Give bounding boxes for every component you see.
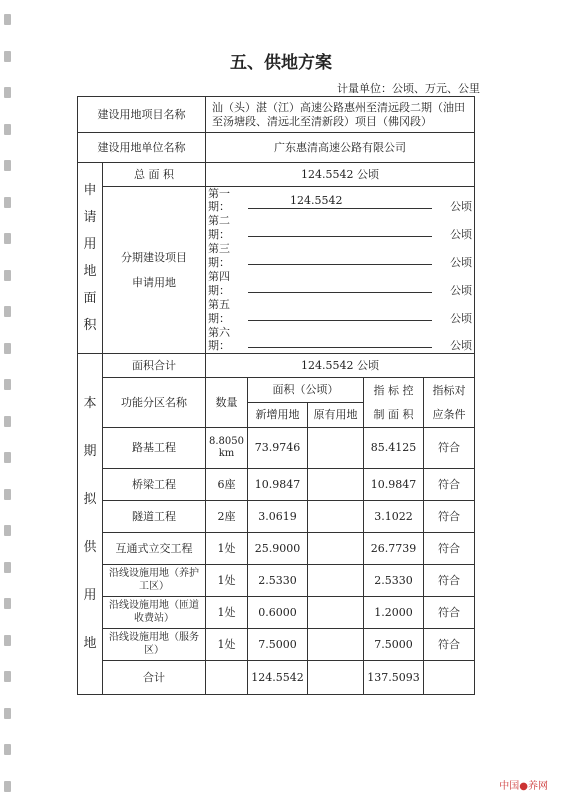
- phase-value: [248, 250, 432, 265]
- binding-hole: [4, 744, 11, 755]
- old-land: [308, 629, 364, 661]
- binding-hole: [4, 489, 11, 500]
- binding-hole: [4, 160, 11, 171]
- area-header: 面积（公顷）: [248, 378, 364, 403]
- table-row: [78, 565, 475, 597]
- total-old-land: [308, 661, 364, 695]
- project-name: 汕（头）湛（江）高速公路惠州至清远段二期（油田至汤塘段、清远北至清新段）项目（佛冈段）: [206, 97, 475, 133]
- func-name: 沿线设施用地（服务区）: [103, 629, 206, 661]
- index-area: 7.5000: [364, 629, 424, 661]
- old-land: [308, 501, 364, 533]
- binding-hole: [4, 197, 11, 208]
- apply-label-char: 用: [83, 237, 97, 252]
- binding-hole: [4, 306, 11, 317]
- condition: 符合: [424, 469, 475, 501]
- index-header-line1: 指 标 控: [373, 384, 414, 398]
- phase-row: [206, 298, 475, 326]
- old-land: [308, 597, 364, 629]
- index-area: 10.9847: [364, 469, 424, 501]
- func-header: 功能分区名称: [103, 378, 206, 428]
- phase-label: 第五期：: [208, 298, 230, 325]
- binding-hole: [4, 270, 11, 281]
- page-title: 五、供地方案: [230, 53, 332, 73]
- new-land: 2.5330: [248, 565, 308, 597]
- phase-unit: 公顷: [450, 283, 473, 297]
- total-label: 合计: [103, 661, 206, 695]
- new-land: 10.9847: [248, 469, 308, 501]
- binding-hole: [4, 379, 11, 390]
- condition: 符合: [424, 629, 475, 661]
- qty: 1处: [206, 629, 248, 661]
- land-supply-table: [77, 96, 475, 695]
- phase-value: [248, 333, 432, 348]
- phase-label: 第一期：: [208, 187, 230, 214]
- cond-header: [424, 378, 475, 428]
- cond-header-line2: 应条件: [432, 407, 466, 421]
- apply-area-label: [78, 163, 103, 354]
- func-name: 隧道工程: [103, 501, 206, 533]
- binding-hole: [4, 14, 11, 25]
- plan-supply-label: [78, 354, 103, 695]
- watermark-logo: 中国●养网: [499, 781, 548, 792]
- phase-value: 124.5542: [248, 194, 432, 209]
- total-row: [78, 661, 475, 695]
- phase-unit: 公顷: [450, 255, 473, 269]
- index-area: 85.4125: [364, 428, 424, 469]
- new-land: 25.9000: [248, 533, 308, 565]
- apply-label-char: 地: [83, 264, 97, 279]
- index-header: [364, 378, 424, 428]
- index-area: 3.1022: [364, 501, 424, 533]
- total-area-value: 124.5542 公顷: [206, 163, 475, 187]
- qty: 1处: [206, 597, 248, 629]
- table-row: [78, 469, 475, 501]
- phase-value: [248, 278, 432, 293]
- binding-hole: [4, 525, 11, 536]
- binding-hole: [4, 635, 11, 646]
- func-name: 互通式立交工程: [103, 533, 206, 565]
- qty: 1处: [206, 533, 248, 565]
- condition: 符合: [424, 428, 475, 469]
- phased-label-line1: 分期建设项目: [121, 250, 187, 264]
- unit-name-label: 建设用地单位名称: [78, 133, 206, 163]
- old-land-header: 原有用地: [308, 403, 364, 428]
- phase-value: [248, 306, 432, 321]
- old-land: [308, 428, 364, 469]
- binding-hole: [4, 562, 11, 573]
- condition: 符合: [424, 533, 475, 565]
- apply-label-char: 申: [83, 183, 97, 198]
- qty: 6座: [206, 469, 248, 501]
- phase-row: [206, 326, 475, 354]
- phase-unit: 公顷: [450, 227, 473, 241]
- qty: 1处: [206, 565, 248, 597]
- phase-value: [248, 222, 432, 237]
- phase-unit: 公顷: [450, 339, 473, 353]
- unit-note: 计量单位：公顷、万元、公里: [337, 82, 480, 95]
- func-name: 路基工程: [103, 428, 206, 469]
- old-land: [308, 565, 364, 597]
- total-index-area: 137.5093: [364, 661, 424, 695]
- phase-label: 第二期：: [208, 214, 230, 241]
- phase-row: [206, 242, 475, 270]
- binding-hole: [4, 416, 11, 427]
- project-name-label: 建设用地项目名称: [78, 97, 206, 133]
- phase-row: [206, 270, 475, 298]
- func-name: 桥梁工程: [103, 469, 206, 501]
- table-row: [78, 597, 475, 629]
- table-row: [78, 629, 475, 661]
- new-land: 73.9746: [248, 428, 308, 469]
- binding-hole: [4, 708, 11, 719]
- binding-hole: [4, 87, 11, 98]
- apply-label-char: 面: [83, 291, 97, 306]
- unit-name: 广东惠清高速公路有限公司: [206, 133, 475, 163]
- table-row: [78, 428, 475, 469]
- condition: 符合: [424, 565, 475, 597]
- total-condition: [424, 661, 475, 695]
- phase-label: 第三期：: [208, 242, 230, 269]
- total-new-land: 124.5542: [248, 661, 308, 695]
- phase-unit: 公顷: [450, 200, 473, 214]
- qty-header: 数量: [206, 378, 248, 428]
- new-land: 0.6000: [248, 597, 308, 629]
- new-land: 7.5000: [248, 629, 308, 661]
- condition: 符合: [424, 501, 475, 533]
- plan-label-char: 期: [83, 444, 97, 459]
- index-area: 2.5330: [364, 565, 424, 597]
- binding-hole: [4, 452, 11, 463]
- binding-hole: [4, 671, 11, 682]
- plan-label-char: 供: [83, 540, 97, 555]
- area-sum-label: 面积合计: [103, 354, 206, 378]
- condition: 符合: [424, 597, 475, 629]
- old-land: [308, 533, 364, 565]
- binding-holes: [4, 0, 14, 800]
- table-row: [78, 501, 475, 533]
- phased-label: [103, 187, 206, 354]
- phase-unit: 公顷: [450, 311, 473, 325]
- cond-header-line1: 指标对: [432, 384, 466, 398]
- plan-label-char: 本: [83, 396, 97, 411]
- old-land: [308, 469, 364, 501]
- plan-label-char: 地: [83, 636, 97, 651]
- index-header-line2: 制 面 积: [373, 407, 414, 421]
- phase-row: [206, 187, 475, 214]
- binding-hole: [4, 233, 11, 244]
- apply-label-char: 请: [83, 210, 97, 225]
- area-sum-value: 124.5542 公顷: [206, 354, 475, 378]
- total-qty: [206, 661, 248, 695]
- phase-label: 第六期：: [208, 326, 230, 353]
- index-area: 26.7739: [364, 533, 424, 565]
- phased-label-line2: 申请用地: [132, 276, 176, 289]
- qty: 8.8050 km: [206, 428, 248, 469]
- binding-hole: [4, 124, 11, 135]
- binding-hole: [4, 343, 11, 354]
- new-land: 3.0619: [248, 501, 308, 533]
- func-name: 沿线设施用地（养护工区）: [103, 565, 206, 597]
- plan-label-char: 拟: [83, 492, 97, 507]
- func-name: 沿线设施用地（匝道收费站）: [103, 597, 206, 629]
- table-row: [78, 533, 475, 565]
- binding-hole: [4, 598, 11, 609]
- apply-label-char: 积: [83, 318, 97, 333]
- plan-label-char: 用: [83, 588, 97, 603]
- phase-row: [206, 214, 475, 242]
- qty: 2座: [206, 501, 248, 533]
- total-area-label: 总 面 积: [103, 163, 206, 187]
- phase-label: 第四期：: [208, 270, 230, 297]
- index-area: 1.2000: [364, 597, 424, 629]
- binding-hole: [4, 781, 11, 792]
- new-land-header: 新增用地: [248, 403, 308, 428]
